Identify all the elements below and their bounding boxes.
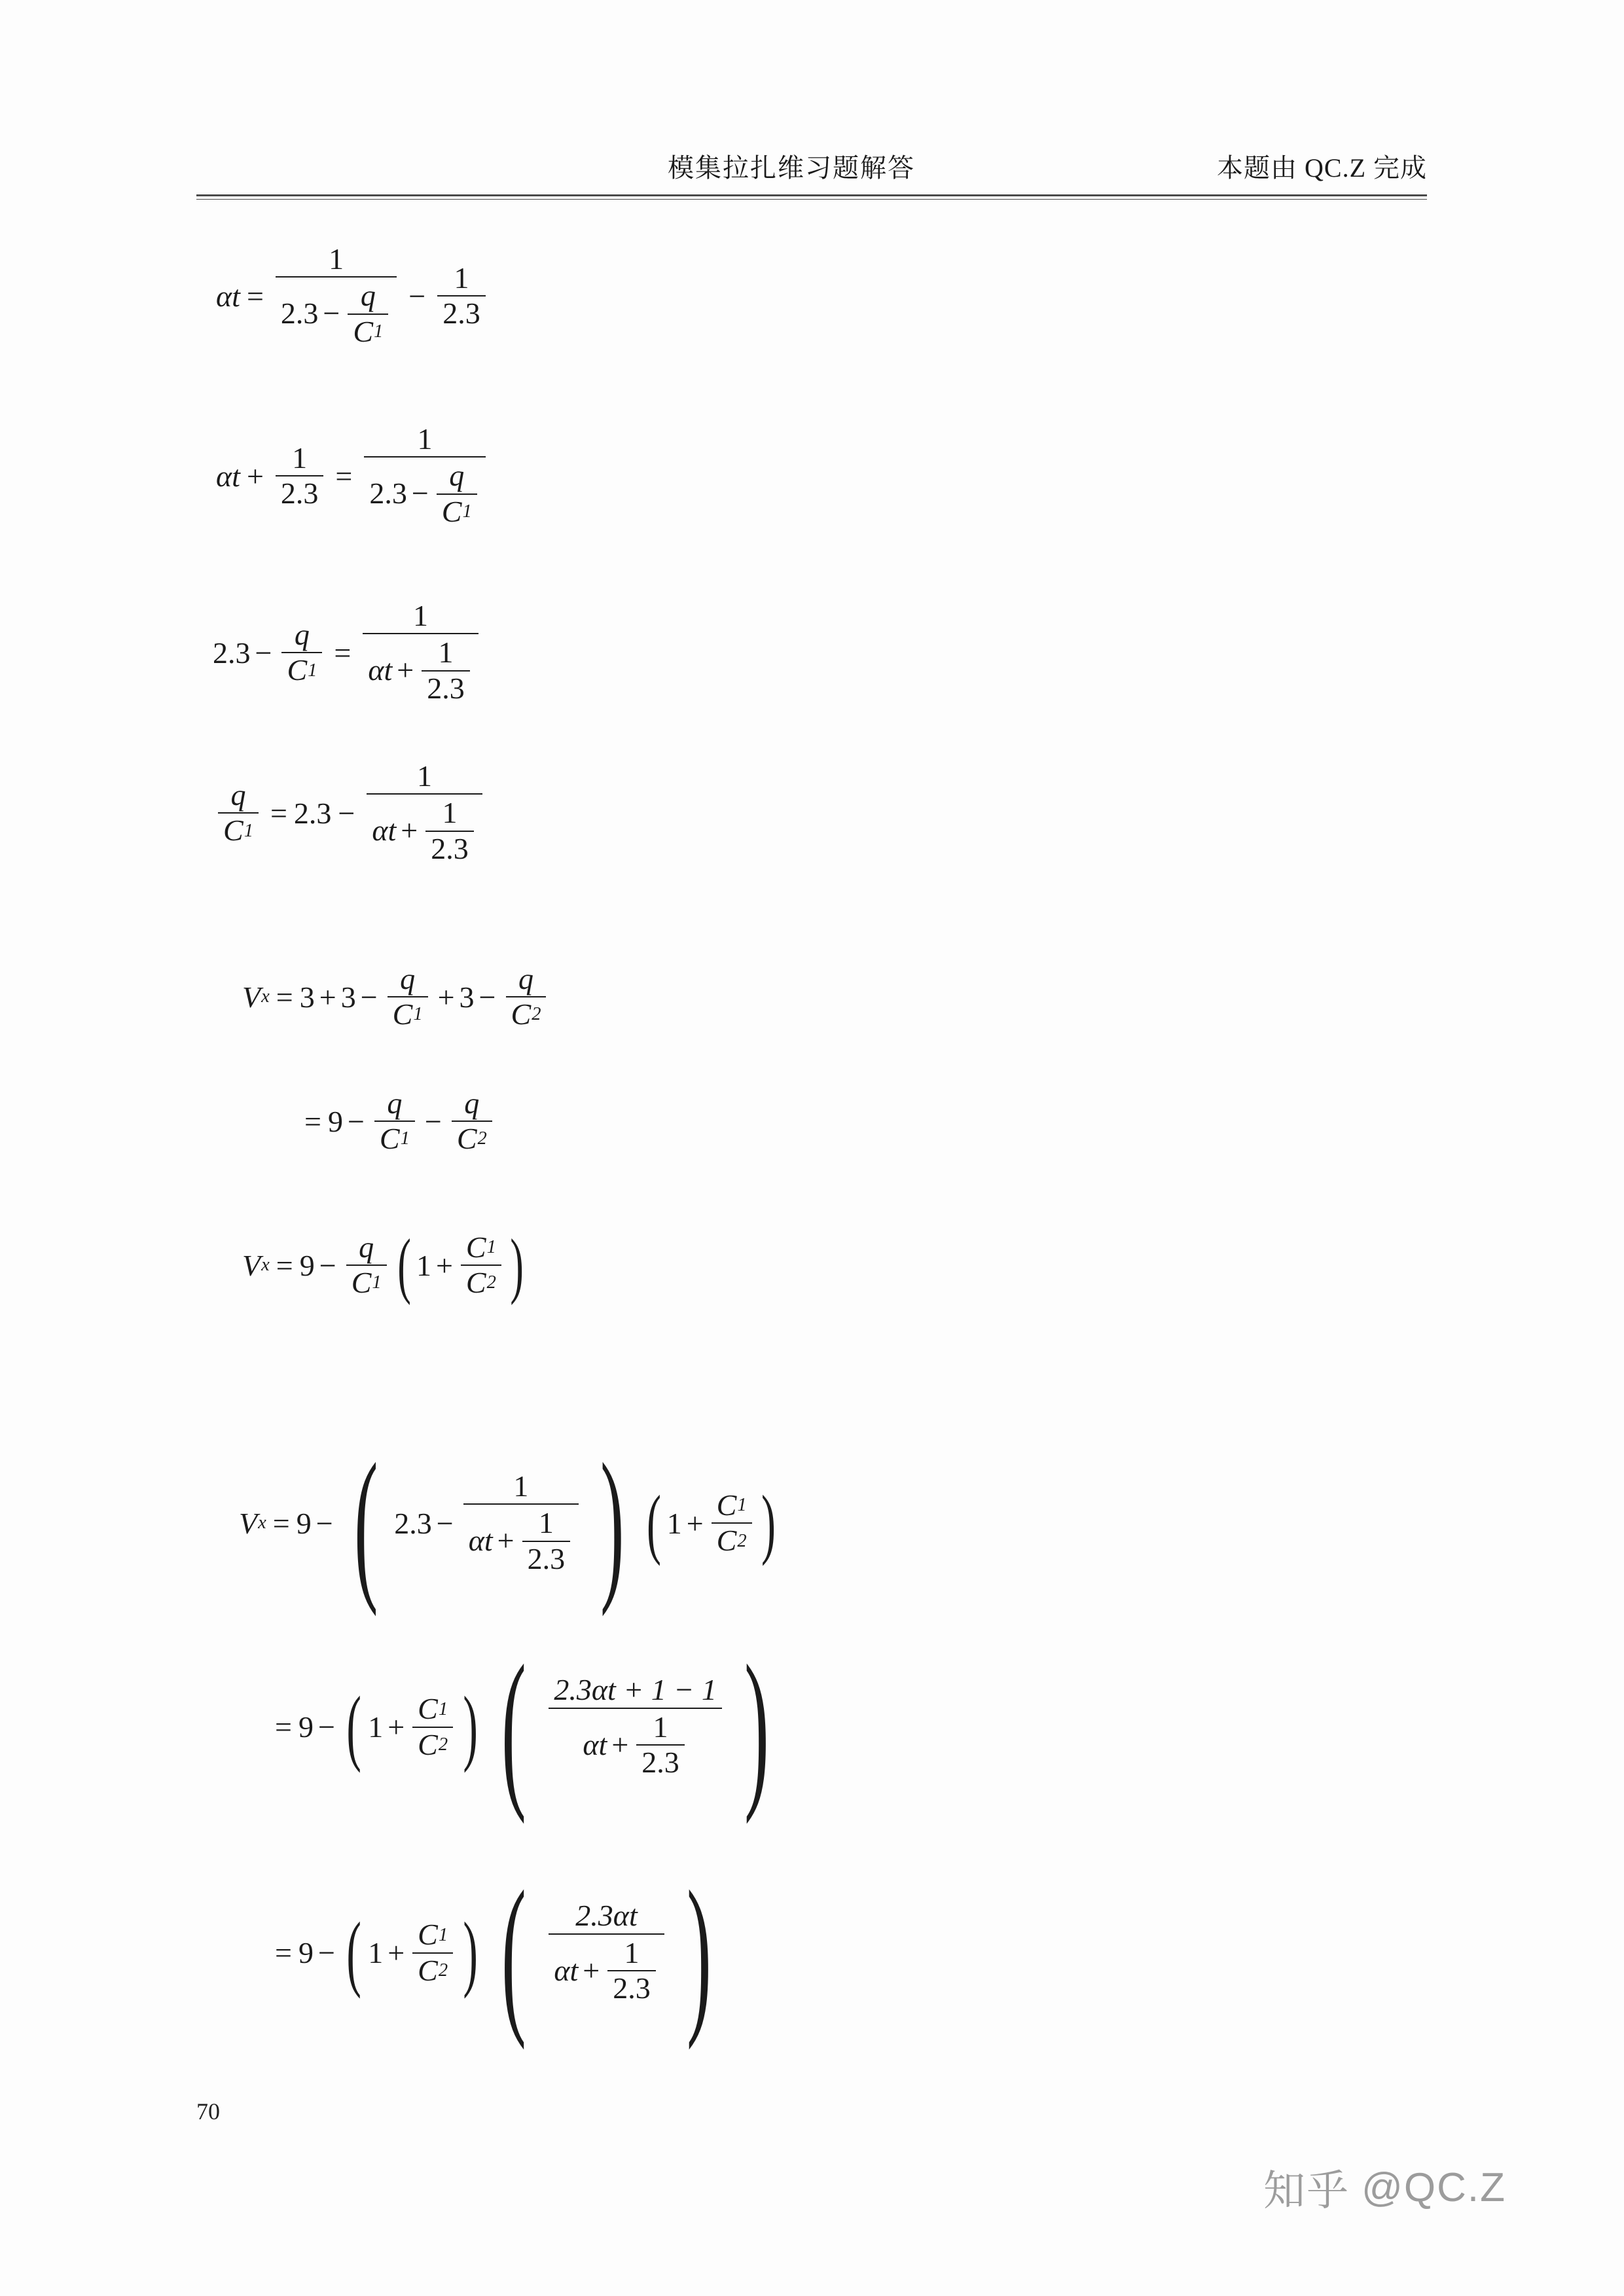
equation-4 [213,759,488,867]
symbol-minus: − [347,1104,365,1138]
symbol-C: C [392,997,413,1031]
symbol-plus: + [437,980,455,1014]
numerator-one: 1 [417,759,433,793]
fraction-one-over-denominator [363,599,478,707]
fraction-big [549,1899,664,2007]
symbol-equals: = [335,459,353,493]
symbol-alpha-t: αt [468,1524,493,1558]
left-paren: ( [397,1224,411,1306]
subscript-1: 1 [372,1272,382,1293]
symbol-plus: + [388,1936,405,1970]
equation-7 [242,1224,529,1306]
denominator-C1 [437,495,477,529]
denominator-2.3: 2.3 [641,1745,679,1779]
fraction-one-over-denominator [276,242,397,350]
symbol-plus: + [388,1710,405,1744]
numerator-one: 1 [513,1469,529,1503]
denominator-alpha-t-plus-one-over-2.3 [463,1505,579,1577]
subscript-x: x [258,1513,266,1534]
subscript-1: 1 [308,660,317,681]
zhihu-logo-icon: 知乎 [1263,2168,1350,2214]
value-3: 3 [459,980,475,1014]
subscript-1: 1 [486,1237,496,1258]
fraction-q-over-C2 [452,1086,492,1157]
right-paren: ) [686,1855,712,2051]
value-2.3: 2.3 [293,796,332,830]
parenthesized-group-ratio [340,1679,485,1774]
symbol-C: C [511,997,532,1031]
value-2.3: 2.3 [280,296,319,331]
numerator-q: q [230,778,246,812]
equation-8 [239,1428,782,1617]
subscript-1: 1 [244,820,253,841]
parenthesized-group-ratio [340,1905,485,2000]
value-9: 9 [327,1104,343,1138]
symbol-equals: = [270,796,287,830]
symbol-equals: = [334,636,352,670]
subscript-1: 1 [374,321,384,342]
symbol-plus: + [246,459,264,493]
watermark-handle: @QC.Z [1361,2164,1506,2210]
equation-2 [216,422,491,530]
denominator-alpha-t-plus-one-over-2.3 [363,634,478,707]
symbol-plus: + [686,1506,704,1540]
parenthesized-group-big-fraction [484,1855,728,2051]
value-2.3: 2.3 [369,476,407,511]
numerator-2.3alphat: 2.3αt [575,1899,638,1933]
denominator-alpha-t-plus-one-over-2.3 [549,1935,664,2007]
left-paren: ( [501,1855,527,2051]
symbol-minus: − [478,980,496,1014]
subscript-1: 1 [400,1128,410,1149]
symbol-plus: + [497,1524,514,1558]
subscript-2: 2 [486,1272,496,1293]
numerator-C1 [412,1918,453,1952]
numerator-one: 1 [538,1506,554,1540]
denominator-C2 [461,1266,501,1300]
subscript-2: 2 [477,1128,487,1149]
denominator-C1 [281,653,322,687]
symbol-plus: + [397,653,414,687]
denominator-C1 [388,997,428,1031]
denominator-2.3: 2.3 [613,1971,651,2005]
right-paren: ) [463,1905,478,2000]
subscript-1: 1 [413,1004,423,1025]
symbol-equals: = [275,1710,292,1744]
left-paren: ( [646,1479,661,1567]
watermark [1263,2157,1506,2217]
fraction-q-over-C1 [346,1230,387,1300]
value-one: 1 [368,1710,384,1744]
numerator-one: 1 [454,261,469,295]
symbol-alpha-t: αt [216,279,240,313]
symbol-C: C [287,653,308,687]
denominator-C1 [374,1122,415,1156]
equation-6 [298,1086,497,1157]
right-paren: ) [463,1679,478,1774]
symbol-V: V [239,1506,258,1540]
fraction-C1-over-C2 [712,1488,752,1558]
symbol-plus: + [611,1727,629,1761]
fraction-q-over-C1 [218,778,259,848]
fraction-one-over-2.3 [607,1936,656,2006]
symbol-C: C [465,1230,486,1264]
equation-3 [213,599,484,707]
value-3: 3 [340,980,356,1014]
fraction-one-over-2.3 [437,261,486,331]
equation-5 [242,962,551,1032]
denominator-alpha-t-plus-one-over-2.3 [577,1709,693,1782]
value-9: 9 [296,1506,312,1540]
denominator-2.3: 2.3 [442,296,480,331]
symbol-minus: − [436,1506,454,1540]
symbol-C: C [418,1918,438,1952]
symbol-minus: − [316,1506,333,1540]
page-number: 70 [196,2098,220,2125]
right-paren: ) [600,1428,624,1617]
denominator-C2 [712,1524,752,1558]
value-3: 3 [299,980,315,1014]
fraction-C1-over-C2 [461,1230,501,1300]
symbol-minus: − [424,1104,442,1138]
left-paren: ( [346,1905,361,2000]
denominator [364,457,485,530]
fraction-q-over-C1 [388,962,428,1032]
symbol-minus: − [317,1710,335,1744]
symbol-alpha-t: αt [216,459,240,493]
symbol-equals: = [276,1248,293,1282]
fraction-q-over-C1 [348,279,388,349]
symbol-C: C [418,1727,438,1761]
value-2.3: 2.3 [394,1506,432,1540]
parenthesized-group-outer [338,1428,641,1617]
left-paren: ( [353,1428,378,1617]
right-paren: ) [761,1479,776,1567]
denominator-C2 [452,1122,492,1156]
numerator-q: q [518,962,533,996]
header-title: 模集拉扎维习题解答 [668,153,915,183]
symbol-equals: = [275,1936,292,1970]
subscript-2: 2 [737,1530,747,1551]
symbol-equals: = [246,279,264,313]
denominator-C2 [412,1954,453,1988]
symbol-minus: − [255,636,272,670]
fraction-one-over-2.3 [422,636,470,706]
subscript-2: 2 [532,1004,541,1025]
numerator-q: q [400,962,416,996]
numerator-2.3alphat-plus-1-minus-1: 2.3αt + 1 − 1 [554,1673,717,1707]
numerator-C1 [712,1488,752,1522]
symbol-minus: − [408,279,426,313]
symbol-plus: + [401,814,418,848]
symbol-C: C [351,1266,372,1300]
subscript-x: x [261,1255,270,1276]
fraction-one-over-denominator [364,422,485,530]
value-one: 1 [666,1506,682,1540]
fraction-one-over-2.3 [522,1506,571,1576]
value-one: 1 [368,1936,384,1970]
symbol-C: C [379,1122,400,1156]
fraction-q-over-C1 [374,1086,415,1157]
parenthesized-group [392,1224,530,1306]
symbol-alpha-t: αt [583,1727,607,1761]
denominator-2.3: 2.3 [280,476,319,511]
denominator-2.3: 2.3 [527,1541,566,1575]
symbol-minus: − [411,476,429,511]
denominator-C1 [348,315,388,349]
symbol-minus: − [317,1936,335,1970]
denominator-C2 [506,997,547,1031]
denominator-C2 [412,1728,453,1762]
numerator-C1 [412,1692,453,1726]
symbol-C: C [465,1266,486,1300]
denominator-C1 [218,814,259,848]
fraction-one-over-denominator [463,1469,579,1577]
subscript-1: 1 [462,501,472,522]
subscript-1: 1 [737,1495,747,1516]
denominator-2.3: 2.3 [431,831,469,865]
numerator-one: 1 [329,242,344,276]
right-paren: ) [510,1224,524,1306]
numerator-one: 1 [438,636,454,670]
denominator-C1 [346,1266,387,1300]
symbol-alpha-t: αt [554,1953,579,1987]
numerator-one: 1 [653,1710,668,1744]
right-paren: ) [744,1629,769,1825]
symbol-C: C [223,814,244,848]
symbol-minus: − [360,980,378,1014]
denominator [276,278,397,350]
equation-10 [268,1855,729,2051]
denominator-2.3: 2.3 [427,671,465,705]
value-9: 9 [299,1248,315,1282]
fraction-q-over-C2 [506,962,547,1032]
subscript-1: 1 [438,1924,448,1945]
numerator-one: 1 [292,441,308,475]
value-9: 9 [298,1936,314,1970]
fraction-q-over-C1 [281,618,322,688]
symbol-plus: + [583,1953,600,1987]
symbol-minus: − [319,1248,336,1282]
subscript-2: 2 [438,1960,448,1981]
fraction-one-over-2.3 [636,1710,685,1780]
symbol-C: C [456,1122,477,1156]
numerator-one: 1 [413,599,429,632]
symbol-C: C [716,1524,737,1558]
fraction-big [549,1673,722,1781]
subscript-x: x [261,986,270,1007]
symbol-minus: − [338,796,355,830]
symbol-C: C [353,314,374,348]
symbol-V: V [242,1248,261,1282]
numerator-q: q [464,1086,480,1120]
symbol-equals: = [272,1506,290,1540]
denominator-alpha-t-plus-one-over-2.3 [367,795,482,867]
left-paren: ( [346,1679,361,1774]
symbol-plus: + [435,1248,453,1282]
value-2.3: 2.3 [213,636,251,670]
numerator-q: q [359,1230,374,1264]
parenthesized-group-inner [641,1479,782,1567]
header-author-note: 本题由 QC.Z 完成 [1217,153,1427,183]
symbol-V: V [242,980,261,1014]
symbol-C: C [441,494,462,528]
numerator-one: 1 [442,796,458,830]
numerator-one: 1 [417,422,433,456]
symbol-minus: − [323,296,340,331]
subscript-1: 1 [438,1698,448,1719]
equation-1 [216,242,491,350]
numerator-q: q [449,459,465,493]
symbol-alpha-t: αt [368,653,393,687]
numerator-q: q [294,618,310,652]
numerator-one: 1 [624,1935,640,1969]
symbol-plus: + [319,980,336,1014]
fraction-one-over-2.3 [276,441,324,511]
numerator-C1 [461,1230,501,1265]
symbol-C: C [418,1692,438,1726]
page-header [196,147,1427,206]
fraction-C1-over-C2 [412,1692,453,1762]
parenthesized-group-big-fraction [484,1629,785,1825]
subscript-2: 2 [438,1734,448,1755]
value-one: 1 [416,1248,431,1282]
numerator-q: q [387,1086,403,1120]
numerator-q: q [360,279,376,313]
symbol-C: C [418,1953,438,1987]
fraction-q-over-C1 [437,459,477,529]
symbol-alpha-t: αt [372,814,397,848]
fraction-one-over-2.3 [425,796,474,866]
equation-9 [268,1629,786,1825]
symbol-equals: = [304,1104,321,1138]
fraction-one-over-denominator [367,759,482,867]
left-paren: ( [501,1629,527,1825]
symbol-C: C [716,1488,737,1522]
symbol-equals: = [276,980,293,1014]
header-divider [196,194,1427,200]
fraction-C1-over-C2 [412,1918,453,1988]
value-9: 9 [298,1710,314,1744]
